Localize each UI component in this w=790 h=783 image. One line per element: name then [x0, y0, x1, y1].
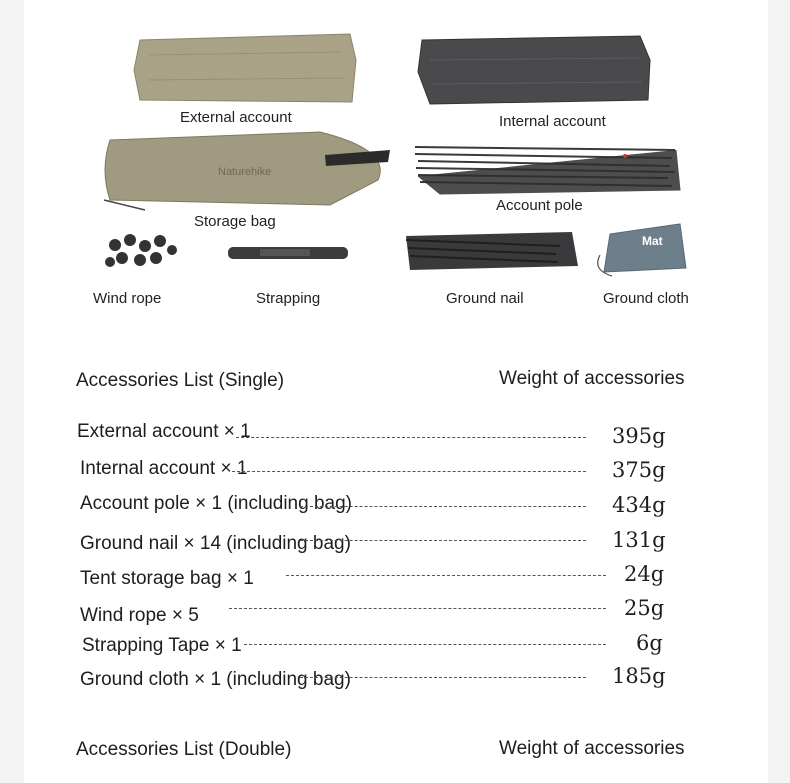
item-weight: 24g [624, 562, 665, 586]
item-label: External account × 1 [77, 421, 251, 442]
external-account-image [134, 34, 356, 102]
item-weight: 375g [612, 458, 666, 482]
double-list-heading: Accessories List (Double) [76, 739, 292, 760]
product-illustrations [0, 0, 790, 320]
item-weight: 434g [612, 493, 666, 517]
item-label: Account pole × 1 (including bag) [80, 493, 352, 514]
item-weight: 395g [612, 424, 666, 448]
dotted-leader [236, 437, 586, 438]
wind-rope-image [105, 234, 177, 267]
dotted-leader [286, 575, 606, 576]
item-label: Ground cloth × 1 (including bag) [80, 669, 351, 690]
item-weight: 185g [612, 664, 666, 688]
double-weight-heading: Weight of accessories [499, 738, 685, 759]
caption-external-account: External account [180, 109, 292, 126]
item-weight: 6g [636, 631, 663, 655]
dotted-leader [244, 644, 606, 645]
item-weight: 131g [612, 528, 666, 552]
item-label: Strapping Tape × 1 [82, 635, 242, 656]
caption-internal-account: Internal account [499, 113, 606, 130]
caption-strapping: Strapping [256, 290, 321, 307]
cloth-brand-print: Mat [642, 234, 663, 248]
account-pole-image [415, 147, 680, 194]
caption-storage-bag: Storage bag [194, 213, 276, 230]
dotted-leader [229, 608, 606, 609]
dotted-leader [300, 540, 586, 541]
item-label: Internal account × 1 [80, 458, 248, 479]
item-label: Tent storage bag × 1 [80, 568, 254, 589]
internal-account-image [418, 36, 650, 104]
item-weight: 25g [624, 596, 665, 620]
item-label: Wind rope × 5 [80, 605, 199, 626]
dotted-leader [232, 471, 586, 472]
ground-cloth-image [598, 224, 686, 276]
single-weight-heading: Weight of accessories [499, 368, 685, 389]
dotted-leader [300, 506, 586, 507]
single-list-heading: Accessories List (Single) [76, 370, 285, 391]
ground-nail-image [406, 232, 578, 270]
caption-account-pole: Account pole [496, 197, 583, 214]
dotted-leader [300, 677, 586, 678]
bag-brand-print: Naturehike [218, 166, 272, 178]
strapping-image [228, 247, 348, 259]
caption-ground-cloth: Ground cloth [603, 290, 689, 307]
caption-wind-rope: Wind rope [93, 290, 162, 307]
item-label: Ground nail × 14 (including bag) [80, 533, 351, 554]
caption-ground-nail: Ground nail [446, 290, 524, 307]
